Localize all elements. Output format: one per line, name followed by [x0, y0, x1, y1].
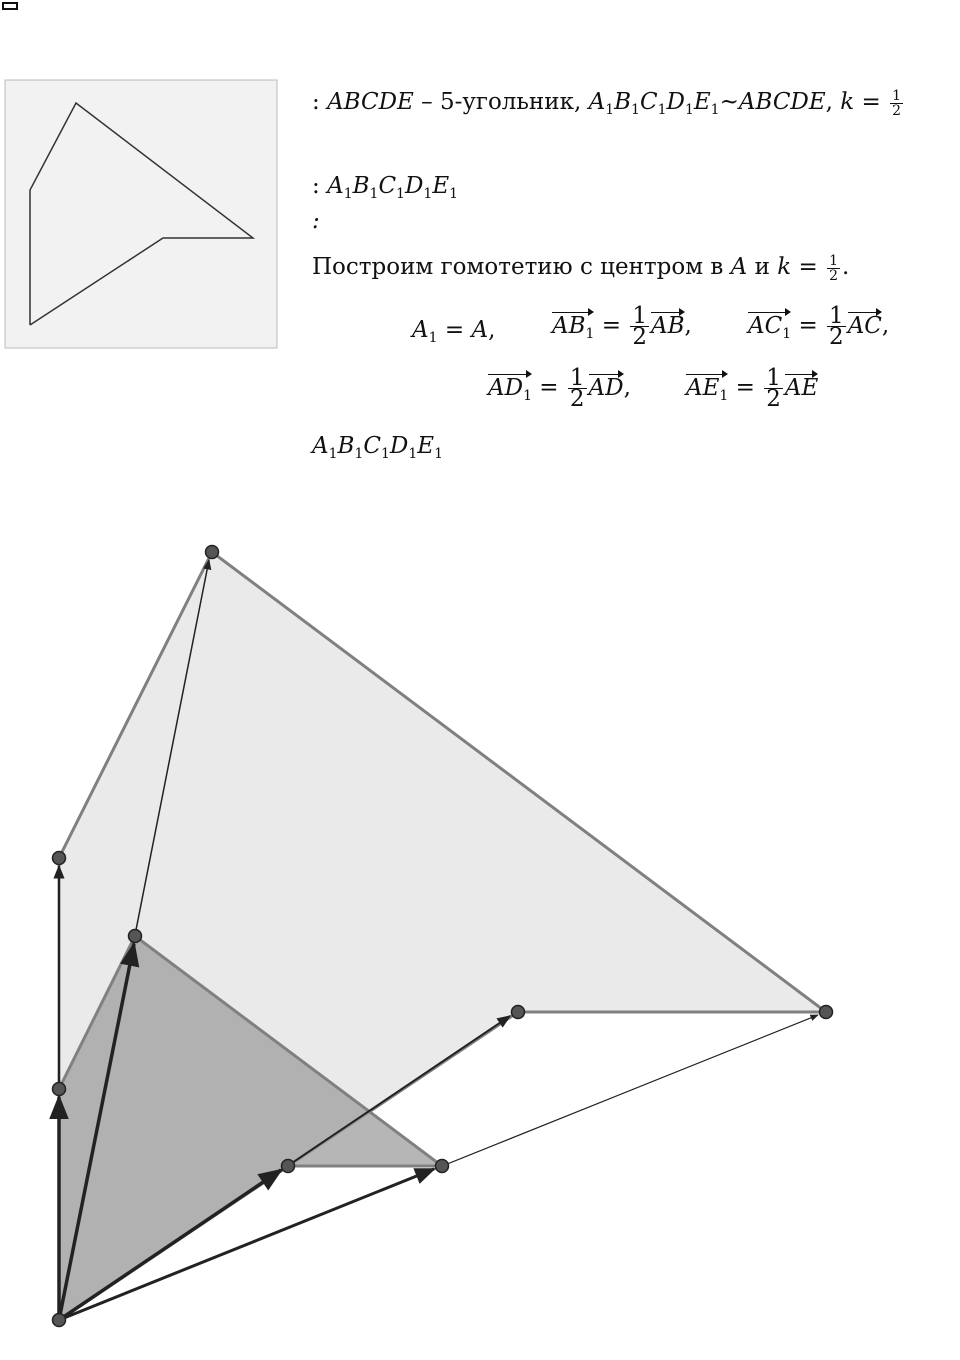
point-e — [512, 1006, 525, 1019]
result-line: $A_1B_1C_1D_1E_1$ — [312, 433, 443, 462]
construct-line: : $A_1B_1C_1D_1E_1$ — [312, 173, 459, 202]
construction-label: : — [312, 208, 320, 234]
point-b — [53, 852, 66, 865]
point-c — [206, 546, 219, 559]
equation-ab1: $AB_1$ = $\frac{1}{2}$ AB, — [552, 303, 692, 350]
point-b1 — [53, 1083, 66, 1096]
point-c1 — [129, 930, 142, 943]
point-a — [53, 1314, 66, 1327]
point-d1 — [436, 1160, 449, 1173]
given-line: : ABCDE – 5-угольник, $A_1B_1C_1D_1E_1$ ~ABCDE, k = $\frac{1}{2}$ — [312, 87, 902, 119]
construction-intro: Построим гомотетию с центром в A и k = $\frac{1}{2}$ . — [312, 252, 850, 284]
point-e1 — [282, 1160, 295, 1173]
equation-a1: $A_1 = A$, — [412, 317, 496, 346]
equation-ac1: $AC_1$ = $\frac{1}{2}$ AC, — [748, 303, 890, 350]
point-d — [820, 1006, 833, 1019]
equation-ad1: $AD_1$ = $\frac{1}{2}$ AD, — [488, 365, 631, 412]
equation-ae1: $AE_1$ = $\frac{1}{2}$ AE — [686, 365, 819, 412]
